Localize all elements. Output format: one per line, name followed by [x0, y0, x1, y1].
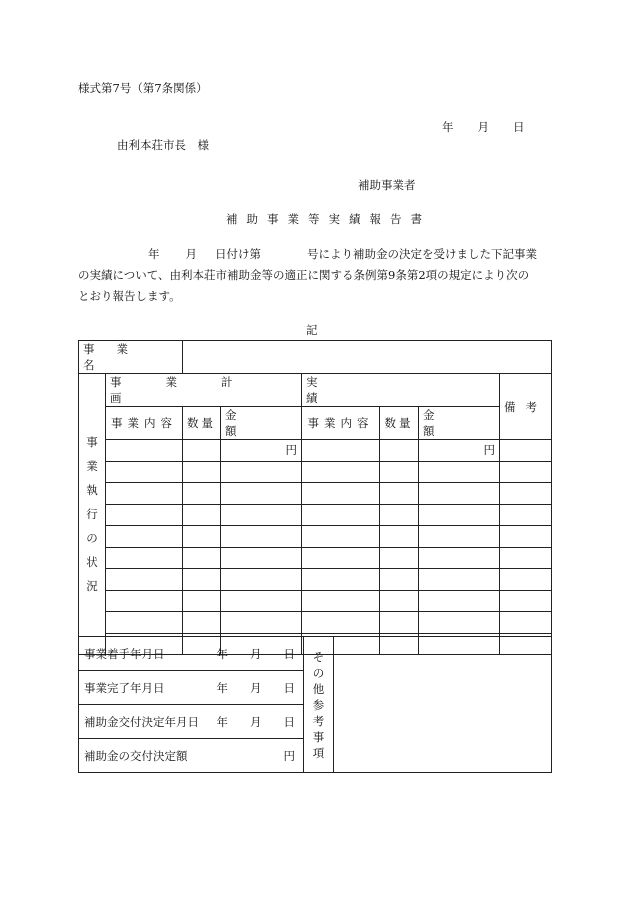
decision-date-label: 補助金交付決定年月日: [84, 714, 199, 729]
decision-date-year: 年: [216, 714, 228, 729]
table-row: [79, 612, 552, 634]
table-row: [79, 504, 552, 526]
table-cell[interactable]: [380, 526, 419, 548]
body-paragraph: [78, 244, 558, 307]
table-cell[interactable]: [500, 483, 552, 505]
plan-amount-header: [221, 407, 302, 440]
execution-label: 事業執行の状況: [86, 435, 98, 593]
actual-header: [302, 374, 500, 407]
body-line-2: の実績について、由利本荘市補助金等の適正に関する条例第9条第2項の規定により次の: [78, 268, 530, 282]
table-cell[interactable]: [302, 547, 380, 569]
plan-header: [106, 374, 302, 407]
table-cell[interactable]: [380, 461, 419, 483]
table-cell[interactable]: [106, 612, 183, 634]
remarks-header: [500, 374, 552, 440]
table-cell[interactable]: [106, 483, 183, 505]
actual-yen-unit: 円: [483, 443, 495, 458]
table-cell[interactable]: [183, 569, 221, 591]
table-cell[interactable]: [183, 504, 221, 526]
table-cell[interactable]: [221, 612, 302, 634]
start-date-label: 事業着手年月日: [84, 646, 165, 661]
table-cell[interactable]: [380, 504, 419, 526]
end-date-month: 月: [250, 680, 262, 695]
start-date-day: 日: [283, 646, 295, 661]
table-cell[interactable]: [500, 526, 552, 548]
decision-date-row[interactable]: [79, 705, 304, 739]
actual-label: 実績: [306, 375, 468, 405]
table-cell[interactable]: [302, 569, 380, 591]
decision-amount-label: 補助金の交付決定額: [84, 748, 188, 763]
actual-content-label: 事業内容: [307, 416, 374, 430]
actual-quantity-header: [380, 407, 419, 440]
actual-content-cell[interactable]: [302, 440, 380, 462]
table-cell[interactable]: [221, 461, 302, 483]
body-month: 月: [185, 247, 197, 261]
table-row: [79, 483, 552, 505]
actual-content-header: [302, 407, 380, 440]
end-date-day: 日: [283, 680, 295, 695]
table-cell[interactable]: [221, 547, 302, 569]
table-cell[interactable]: [106, 569, 183, 591]
date-year: 年: [442, 120, 454, 134]
table-cell[interactable]: [221, 504, 302, 526]
date-month: 月: [477, 120, 489, 134]
recipient: 由利本荘市長 様: [117, 138, 209, 152]
table-row: [79, 590, 552, 612]
table-cell[interactable]: [419, 569, 500, 591]
table-cell[interactable]: [302, 590, 380, 612]
table-cell[interactable]: [500, 569, 552, 591]
table-cell[interactable]: [302, 483, 380, 505]
end-date-label: 事業完了年月日: [84, 680, 165, 695]
table-cell[interactable]: [500, 461, 552, 483]
plan-content-header: [106, 407, 183, 440]
table-cell[interactable]: [183, 547, 221, 569]
form-number: 様式第7号（第7条関係）: [78, 81, 208, 95]
body-line-1: [78, 244, 558, 265]
table-row: [79, 547, 552, 569]
execution-table: [78, 340, 552, 655]
table-cell[interactable]: [302, 612, 380, 634]
other-notes-label: その他参考事項: [312, 649, 325, 760]
table-cell[interactable]: [380, 547, 419, 569]
table-row: [79, 461, 552, 483]
other-notes-label-cell: [304, 637, 334, 773]
table-cell[interactable]: [106, 547, 183, 569]
remarks-label: 備考: [504, 399, 548, 414]
table-cell[interactable]: [221, 590, 302, 612]
table-cell[interactable]: [221, 526, 302, 548]
table-cell[interactable]: [419, 504, 500, 526]
table-cell[interactable]: [221, 569, 302, 591]
summary-table: [78, 636, 552, 773]
applicant-label: 補助事業者: [358, 178, 416, 192]
document-title: 補助事業等実績報告書: [226, 212, 431, 226]
table-cell[interactable]: [106, 526, 183, 548]
table-cell[interactable]: [380, 483, 419, 505]
table-cell[interactable]: [500, 612, 552, 634]
plan-amount-cell[interactable]: [221, 440, 302, 462]
table-cell[interactable]: [419, 526, 500, 548]
table-cell[interactable]: [183, 461, 221, 483]
table-row: [79, 440, 552, 462]
table-cell[interactable]: [419, 612, 500, 634]
decision-amount-row[interactable]: [79, 739, 304, 773]
table-cell[interactable]: [380, 612, 419, 634]
table-cell[interactable]: [106, 590, 183, 612]
plan-content-label: 事業内容: [111, 416, 177, 430]
table-cell[interactable]: [183, 590, 221, 612]
table-cell[interactable]: [419, 483, 500, 505]
execution-label-cell: [79, 374, 106, 655]
table-cell[interactable]: [380, 569, 419, 591]
table-cell[interactable]: [419, 590, 500, 612]
table-cell[interactable]: [183, 483, 221, 505]
start-date-month: 月: [250, 646, 262, 661]
table-cell[interactable]: [221, 483, 302, 505]
table-cell[interactable]: [302, 526, 380, 548]
plan-yen-unit: 円: [285, 443, 297, 458]
body-year: 年: [148, 247, 160, 261]
actual-amount-cell[interactable]: [419, 440, 500, 462]
table-cell[interactable]: [380, 590, 419, 612]
actual-amount-header: [419, 407, 500, 440]
remarks-cell[interactable]: [500, 440, 552, 462]
body-decision-text: 号により補助金の決定を受けました下記事業: [307, 247, 537, 261]
plan-content-cell[interactable]: [106, 440, 183, 462]
start-date-year: 年: [216, 646, 228, 661]
date-line: [442, 119, 525, 135]
ki-label: 記: [306, 323, 318, 337]
project-name-value[interactable]: [183, 341, 552, 374]
table-cell[interactable]: [106, 461, 183, 483]
body-line-3: とおり報告します。: [78, 289, 181, 303]
actual-quantity-cell[interactable]: [380, 440, 419, 462]
decision-date-day: 日: [283, 714, 295, 729]
start-date-row[interactable]: [79, 637, 304, 671]
table-cell[interactable]: [183, 612, 221, 634]
body-date-ref: 日付け第: [215, 247, 261, 261]
end-date-row[interactable]: [79, 671, 304, 705]
actual-amount-label: 金額: [423, 408, 479, 438]
table-cell[interactable]: [106, 504, 183, 526]
table-row: [79, 526, 552, 548]
project-name-label: 事業名: [83, 342, 150, 372]
decision-date-month: 月: [250, 714, 262, 729]
table-cell[interactable]: [302, 504, 380, 526]
table-row: [79, 569, 552, 591]
plan-label: 事業計画: [110, 375, 277, 405]
plan-quantity-cell[interactable]: [183, 440, 221, 462]
table-cell[interactable]: [183, 526, 221, 548]
table-cell[interactable]: [500, 590, 552, 612]
actual-quantity-label: 数量: [384, 416, 414, 430]
end-date-year: 年: [216, 680, 228, 695]
decision-amount-yen: 円: [283, 748, 295, 763]
table-cell[interactable]: [419, 547, 500, 569]
plan-quantity-label: 数量: [187, 416, 216, 430]
table-cell[interactable]: [302, 461, 380, 483]
table-cell[interactable]: [500, 504, 552, 526]
plan-amount-label: 金額: [225, 408, 281, 438]
table-cell[interactable]: [500, 547, 552, 569]
table-cell[interactable]: [419, 461, 500, 483]
project-name-label-cell: [79, 341, 183, 374]
date-day: 日: [513, 120, 525, 134]
plan-quantity-header: [183, 407, 221, 440]
other-notes-value[interactable]: [334, 637, 552, 773]
